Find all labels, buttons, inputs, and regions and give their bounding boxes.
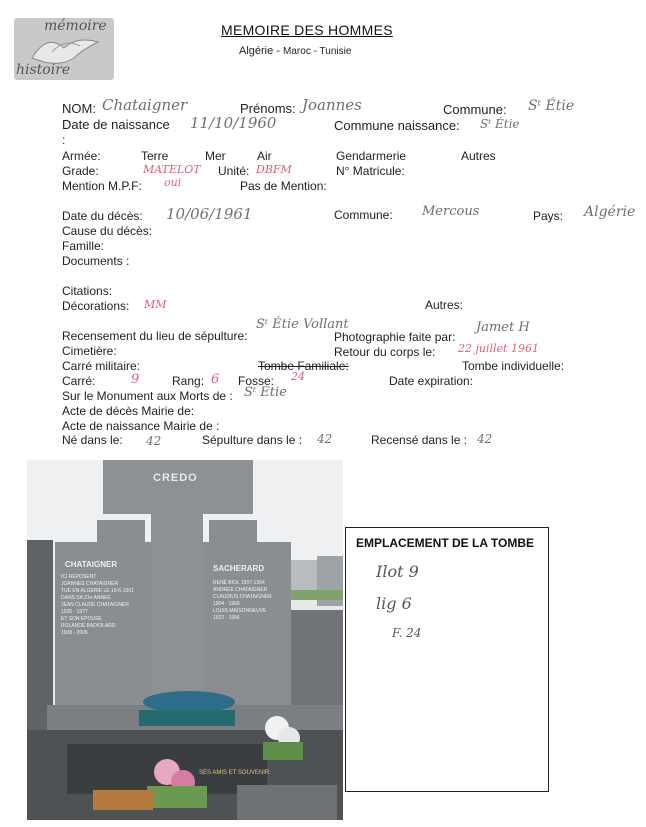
- prenoms-label: Prénoms:: [240, 101, 296, 116]
- rang-value: 6: [211, 372, 220, 387]
- unite-label: Unité:: [218, 164, 250, 178]
- prenoms-value: Joannes: [302, 96, 362, 114]
- logo-text-top: mémoire: [44, 18, 107, 34]
- matricule-label: N° Matricule:: [336, 164, 405, 178]
- nom-label: NOM:: [62, 101, 96, 116]
- tomb-location-box: [345, 527, 549, 792]
- sepulture-dans-label: Sépulture dans le :: [202, 433, 303, 447]
- autres-decorations-label: Autres:: [425, 298, 464, 312]
- armee-terre: Terre: [141, 149, 169, 163]
- right-plaque-line: 1904 - 1966: [213, 601, 240, 607]
- pays-label: Pays:: [533, 209, 564, 223]
- decorations-value: MM: [144, 298, 167, 311]
- right-plaque-line: RENÉ BIOL 1907-1964: [213, 580, 265, 586]
- logo-text-bottom: histoire: [16, 62, 71, 78]
- left-plaque-line: 1935 - 1977: [61, 609, 88, 615]
- sepulture-dans-value: 42: [317, 432, 333, 446]
- recense-dans-value: 42: [477, 432, 493, 446]
- date-expiration-label: Date expiration:: [389, 374, 474, 388]
- left-plaque-line: ROLANDE BADIOLARD: [61, 623, 116, 629]
- grave-photograph: [27, 460, 343, 820]
- commune-naissance-value: Sᵗ Étie: [480, 117, 520, 131]
- tomb-location-line3: F. 24: [392, 626, 422, 640]
- commune-value: Sᵗ Étie: [528, 98, 575, 114]
- armee-autres: Autres: [461, 149, 496, 163]
- left-plaque-line: JEAN CLAUDE CHATAIGNER: [61, 602, 129, 608]
- right-plaque-text: [213, 580, 272, 622]
- tomb-location-title: EMPLACEMENT DE LA TOMBE: [356, 536, 535, 550]
- monument-morts-label: Sur le Monument aux Morts de :: [62, 389, 233, 403]
- page-title: MEMOIRE DES HOMMES: [221, 22, 393, 38]
- left-plaque-line: ET SON EPOUSE: [61, 616, 102, 622]
- rang-label: Rang:: [172, 374, 205, 388]
- date-naissance-label: Date de naissance: [62, 117, 170, 132]
- grade-value: MATELOT: [143, 163, 201, 176]
- left-plaque-line: ICI REPOSENT: [61, 574, 97, 580]
- subtitle-algerie: Algérie -: [239, 45, 284, 57]
- retour-corps-value: 22 juillet 1961: [458, 342, 539, 355]
- cause-deces-label: Cause du décès:: [62, 224, 153, 238]
- recensement-label: Recensement du lieu de sépulture:: [62, 329, 248, 343]
- carre-militaire-label: Carré militaire:: [62, 359, 141, 373]
- recensement-value: Sᵗ Étie Vollant: [256, 317, 349, 332]
- right-plaque-line: LOUIS MAISONNEUVE: [213, 608, 267, 614]
- left-plaque-line: DANS SA 21e ANNEE: [61, 595, 111, 601]
- commune-naissance-label: Commune naissance:: [334, 118, 460, 133]
- carre-value: 9: [131, 372, 140, 387]
- memoire-histoire-logo: [14, 18, 114, 80]
- right-plaque-line: 1922 - 1996: [213, 615, 240, 621]
- left-plaque-line: JOANNES CHATAIGNER: [61, 581, 119, 587]
- tomb-location-line1: Ilot 9: [376, 562, 419, 581]
- fosse-value: 24: [291, 370, 305, 383]
- armee-label: Armée:: [62, 149, 101, 163]
- left-plaque-title: CHATAIGNER: [65, 560, 118, 569]
- cross-inscription: CREDO: [153, 472, 198, 484]
- tombe-individuelle-label: Tombe individuelle:: [462, 359, 565, 373]
- commune-label: Commune:: [443, 102, 507, 117]
- citations-label: Citations:: [62, 284, 113, 298]
- left-plaque-text: [61, 574, 134, 637]
- pays-value: Algérie: [584, 204, 636, 220]
- retour-corps-label: Retour du corps le:: [334, 345, 436, 359]
- pas-mention-label: Pas de Mention:: [240, 179, 327, 193]
- ne-dans-value: 42: [146, 434, 162, 448]
- monument-morts-value: Sᵗ Étie: [244, 385, 287, 400]
- documents-label: Documents :: [62, 254, 130, 268]
- page-subtitle: [239, 41, 351, 59]
- left-plaque-line: TUE EN ALGERIE LE 10-6-1961: [61, 588, 134, 594]
- photographie-value: Jamet H: [476, 320, 530, 335]
- tomb-location-line2: lig 6: [376, 594, 412, 613]
- ne-dans-label: Né dans le:: [62, 433, 123, 447]
- decorations-label: Décorations:: [62, 299, 130, 313]
- right-plaque-line: ANDRÉE CHATAIGNER: [213, 587, 268, 593]
- date-naissance-value: 11/10/1960: [190, 114, 277, 132]
- fosse-label: Fosse:: [238, 374, 275, 388]
- grade-label: Grade:: [62, 164, 99, 178]
- mention-mpf-label: Mention M.P.F:: [62, 179, 142, 193]
- right-plaque-title: SACHERARD: [213, 564, 265, 573]
- carre-label: Carré:: [62, 374, 96, 388]
- acte-deces-label: Acte de décès Mairie de:: [62, 404, 195, 418]
- unite-value: DBFM: [256, 163, 292, 176]
- date-deces-label: Date du décès:: [62, 209, 143, 223]
- acte-naissance-label: Acte de naissance Mairie de :: [62, 419, 220, 433]
- armee-gendarmerie: Gendarmerie: [336, 149, 407, 163]
- famille-label: Famille:: [62, 239, 105, 253]
- cimetiere-label: Cimetière:: [62, 344, 117, 358]
- armee-air: Air: [257, 149, 272, 163]
- mention-mpf-value: oui: [164, 176, 182, 189]
- commune-deces-label: Commune:: [334, 208, 393, 222]
- subtitle-tunisie: Tunisie: [319, 46, 352, 57]
- right-plaque-line: CLAUDIUS CHATAIGNER: [213, 594, 272, 600]
- base-plaque-text: SES AMIS ET SOUVENIR: [199, 770, 270, 776]
- date-deces-value: 10/06/1961: [166, 205, 253, 223]
- commune-deces-value: Mercous: [422, 204, 480, 219]
- nom-value: Chataigner: [102, 96, 188, 114]
- recense-dans-label: Recensé dans le :: [371, 433, 468, 447]
- left-plaque-line: 1938 - 2006: [61, 630, 88, 636]
- grave-illustration: [27, 460, 343, 820]
- photographie-label: Photographie faite par:: [334, 330, 456, 344]
- stray-colon: :: [62, 133, 66, 147]
- armee-mer: Mer: [205, 149, 226, 163]
- subtitle-maroc: Maroc -: [283, 46, 320, 57]
- tombe-familiale-label: Tombe Familiale:: [258, 359, 349, 373]
